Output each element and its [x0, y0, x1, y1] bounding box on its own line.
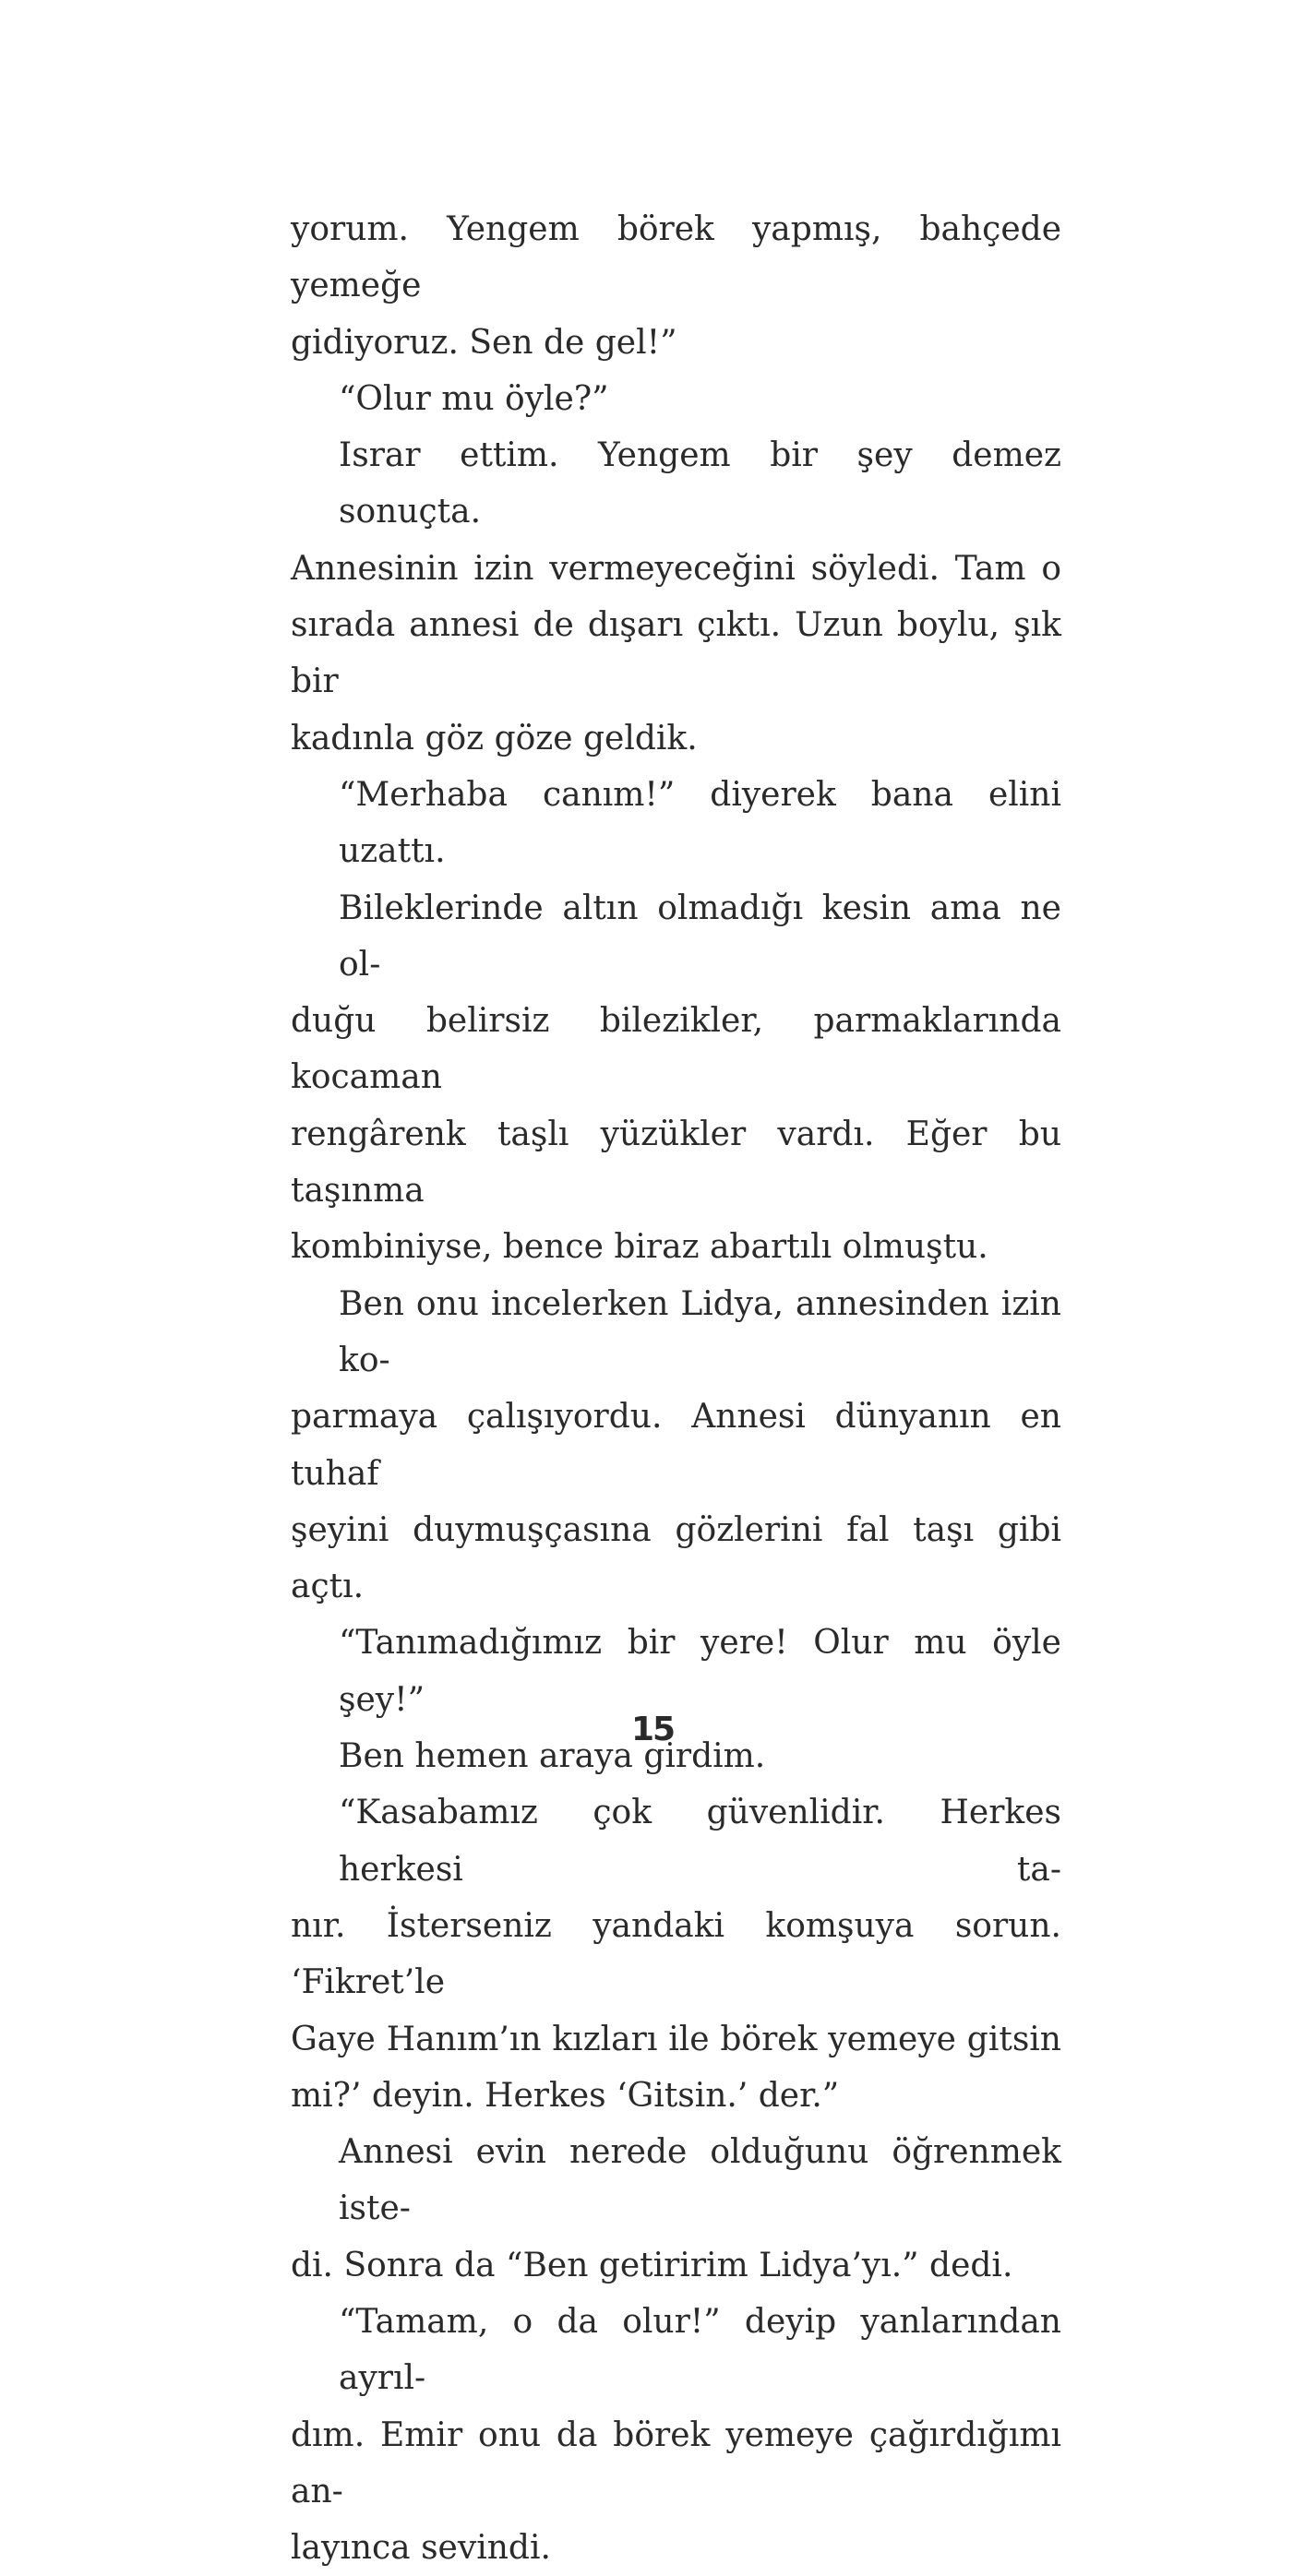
- text-line: yorum. Yengem börek yapmış, bahçede yemeğe: [291, 210, 1061, 305]
- text-line: rengârenk taşlı yüzükler vardı. Eğer bu taşınma: [291, 1115, 1061, 1210]
- text-line: kadınla göz göze geldik.: [291, 719, 698, 757]
- page-number: 15: [630, 1711, 675, 1748]
- body-text: [291, 201, 1061, 2576]
- text-line: “Olur mu öyle?”: [339, 379, 609, 418]
- text-line: Israr ettim. Yengem bir şey demez sonuçta.: [339, 436, 1061, 531]
- text-line: Ben hemen araya girdim.: [339, 1737, 766, 1776]
- text-line: Ben onu incelerken Lidya, annesinden izin ko-: [339, 1284, 1061, 1379]
- text-line: Gaye Hanım’ın kızları ile börek yemeye gitsin: [291, 2020, 1061, 2058]
- text-line: şeyini duymuşçasına gözlerini fal taşı gibi açtı.: [291, 1510, 1061, 1606]
- text-line: “Merhaba canım!” diyerek bana elini uzattı.: [339, 775, 1061, 871]
- text-line: parmaya çalışıyordu. Annesi dünyanın en tuhaf: [291, 1398, 1061, 1493]
- text-line: duğu belirsiz bilezikler, parmaklarında kocaman: [291, 1002, 1061, 1097]
- text-line: dım. Emir onu da börek yemeye çağırdığımı an-: [291, 2415, 1061, 2510]
- text-line: kombiniyse, bence biraz abartılı olmuştu.: [291, 1228, 988, 1267]
- text-line: Annesi evin nerede olduğunu öğrenmek iste-: [339, 2133, 1061, 2228]
- text-line: di. Sonra da “Ben getiririm Lidya’yı.” dedi.: [291, 2246, 1013, 2284]
- text-line: “Tamam, o da olur!” deyip yanlarından ayrıl-: [339, 2302, 1061, 2398]
- text-line: Annesinin izin vermeyeceğini söyledi. Tam o: [291, 549, 1061, 588]
- text-line: sırada annesi de dışarı çıktı. Uzun boylu, şık bir: [291, 606, 1061, 701]
- text-line: nır. İsterseniz yandaki komşuya sorun. ‘Fikret’le: [291, 1906, 1061, 2002]
- text-line: layınca sevindi.: [291, 2529, 551, 2568]
- text-line: gidiyoruz. Sen de gel!”: [291, 323, 677, 362]
- text-line: mi?’ deyin. Herkes ‘Gitsin.’ der.”: [291, 2076, 840, 2115]
- text-line: Bileklerinde altın olmadığı kesin ama ne ol-: [339, 888, 1061, 984]
- text-line: “Tanımadığımız bir yere! Olur mu öyle şey!”: [339, 1624, 1061, 1719]
- text-line: “Kasabamız çok güvenlidir. Herkes herkesi ta-: [339, 1794, 1061, 1889]
